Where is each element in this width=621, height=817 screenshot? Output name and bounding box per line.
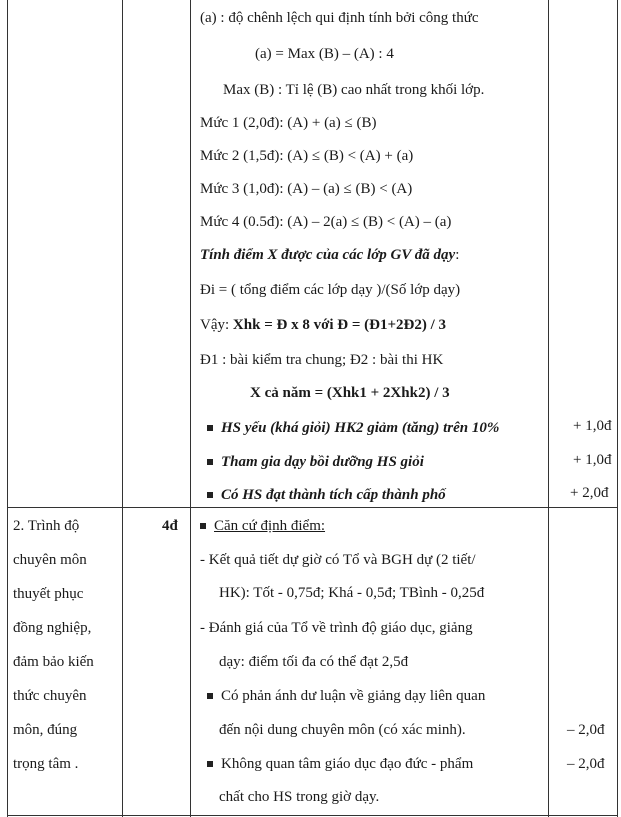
criterion-line: chuyên môn [13, 552, 87, 568]
level-2: Mức 2 (1,5đ): (A) ≤ (B) < (A) + (a) [200, 148, 414, 164]
column-divider-2 [190, 0, 191, 817]
table-border-right [617, 0, 618, 817]
criterion-line: đồng nghiệp, [13, 620, 92, 636]
deduction-item [207, 686, 485, 706]
basis-title-text: Căn cứ định điểm: [214, 518, 326, 534]
bonus-item [207, 418, 499, 438]
bonus-score: + 2,0đ [570, 485, 609, 501]
a-definition: (a) : độ chênh lệch qui định tính bởi công thức [200, 10, 479, 26]
level-4: Mức 4 (0.5đ): (A) – 2(a) ≤ (B) < (A) – (a) [200, 214, 452, 230]
bonus-item [207, 452, 424, 472]
max-definition: Max (B) : Tỉ lệ (B) cao nhất trong khối lớp. [223, 82, 485, 98]
column-divider-1 [122, 0, 123, 817]
level-1: Mức 1 (2,0đ): (A) + (a) ≤ (B) [200, 115, 377, 131]
xhk-formula-prefix: Vậy: [200, 317, 233, 333]
basis-item: - Kết quả tiết dự giờ có Tổ và BGH dự (2 tiết/ [200, 552, 476, 568]
criterion-points: 4đ [162, 518, 178, 534]
xhk-formula-text: Xhk = Đ x 8 với Đ = (Đ1+2Đ2) / 3 [232, 317, 447, 333]
criterion-line: thuyết phục [13, 586, 84, 602]
di-formula: Đi = ( tổng điểm các lớp dạy )/(Số lớp dạy) [200, 282, 461, 298]
criterion-line: đảm bảo kiến [13, 654, 94, 670]
basis-item: - Đánh giá của Tổ về trình độ giáo dục, giảng [200, 620, 473, 636]
bullet-icon [200, 523, 206, 529]
bullet-icon [207, 425, 213, 431]
criterion-line: môn, đúng [13, 722, 78, 738]
deduction-item-text: Không quan tâm giáo dục đạo đức - phẩm [221, 756, 474, 772]
bonus-item-text: HS yếu (khá giỏi) HK2 giảm (tăng) trên 10% [221, 420, 500, 436]
bonus-item-text: Có HS đạt thành tích cấp thành phố [221, 487, 446, 503]
criterion-line: 2. Trình độ [13, 518, 80, 534]
score-calc-heading-text: Tính điểm X được của các lớp GV đã dạy [200, 247, 456, 263]
a-formula: (a) = Max (B) – (A) : 4 [255, 46, 394, 62]
deduction-item [207, 754, 473, 774]
bullet-icon [207, 459, 213, 465]
criterion-line: thức chuyên [13, 688, 87, 704]
annual-score-formula: X cả năm = (Xhk1 + 2Xhk2) / 3 [250, 385, 450, 401]
basis-item-cont: HK): Tốt - 0,75đ; Khá - 0,5đ; TBình - 0,25đ [219, 585, 485, 601]
criterion-line: trọng tâm . [13, 756, 79, 772]
row-divider [7, 507, 618, 508]
score-calc-heading [200, 245, 459, 265]
bonus-item [207, 485, 446, 505]
xhk-formula [200, 315, 446, 335]
deduction-item-cont: chất cho HS trong giờ dạy. [219, 789, 380, 805]
d1-d2-definition: Đ1 : bài kiểm tra chung; Đ2 : bài thi HK [200, 352, 444, 368]
criteria-table [7, 0, 618, 817]
basis-item-cont: dạy: điểm tối đa có thể đạt 2,5đ [219, 654, 409, 670]
table-border-left [7, 0, 8, 817]
column-divider-3 [548, 0, 549, 817]
deduction-score: – 2,0đ [567, 756, 605, 772]
score-calc-heading-colon: : [455, 247, 460, 263]
bonus-item-text: Tham gia dạy bồi dưỡng HS giỏi [221, 454, 424, 470]
basis-title [200, 516, 325, 536]
bonus-score: + 1,0đ [573, 418, 612, 434]
bullet-icon [207, 492, 213, 498]
table-border-bottom [7, 815, 618, 816]
deduction-score: – 2,0đ [567, 722, 605, 738]
bonus-score: + 1,0đ [573, 452, 612, 468]
bullet-icon [207, 761, 213, 767]
deduction-item-text: Có phản ánh dư luận về giảng dạy liên quan [221, 688, 486, 704]
deduction-item-cont: đến nội dung chuyên môn (có xác minh). [219, 722, 466, 738]
bullet-icon [207, 693, 213, 699]
level-3: Mức 3 (1,0đ): (A) – (a) ≤ (B) < (A) [200, 181, 413, 197]
